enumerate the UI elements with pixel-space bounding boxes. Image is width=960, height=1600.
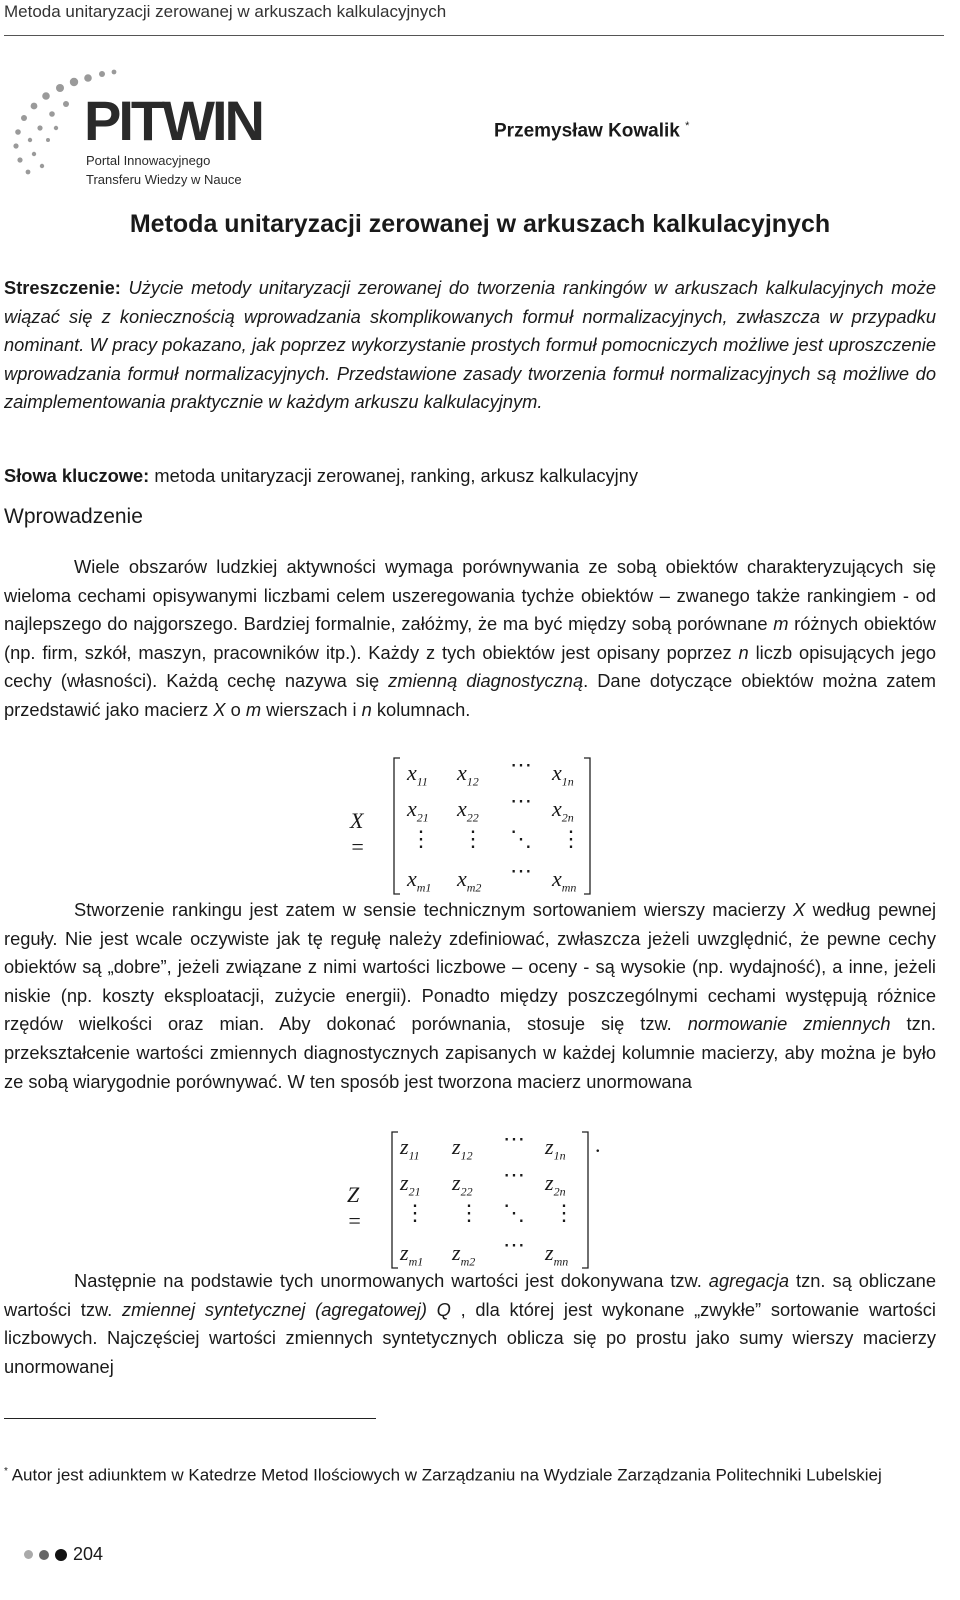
p1-var-n2: n <box>361 698 372 720</box>
cell-xm1: $x_{m1}$ <box>407 866 432 895</box>
pitwin-logo <box>4 58 262 198</box>
hdots: ⋯ <box>503 1126 525 1151</box>
abstract-text: Użycie metody unitaryzacji zerowanej do tworzenia rankingów w arkuszach kalkulacyjnych może wiązać się z koniecznością wprowadzania skomplikowanych formuł normalizacyjnych, zwłaszcza w przypadku nominant. W pracy pokazano, jak poprzez wykorzystanie prostych formuł pomocniczych możliwe jest uproszczenie wprowadzania formuł normalizacyjnych. Przedstawione zasady tworzenia formuł normalizacyjnych są możliwe do zaimplementowania praktycznie w każdym arkuszu kalkulacyjnym. <box>4 277 936 413</box>
p3-text-a: Następnie na podstawie tych unormowanych wartości jest dokonywana tzw. <box>74 1270 709 1291</box>
hdots: ⋯ <box>510 788 532 813</box>
page-number: 204 <box>73 1544 104 1564</box>
p3-text-c: , dla której jest wykonane „zwykłe” sortowanie wartości liczbowych. Najczęściej wartości zmiennych syntetycznych oblicza się po prostu jako sumy wierszy macierzy unormowanej <box>4 1298 936 1377</box>
ddots: ⋱ <box>510 826 532 851</box>
matrix-x-label: X = <box>350 808 365 859</box>
cell-z2n: $z_{2n}$ <box>545 1170 566 1199</box>
cell-x21: $x_{21}$ <box>407 796 429 825</box>
hdots: ⋯ <box>510 752 532 777</box>
cell-xmn: $x_{mn}$ <box>552 866 577 895</box>
logo-line-2: Transferu Wiedzy w Nauce <box>86 172 242 187</box>
paper-title: Metoda unitaryzacji zerowanej w arkuszach kalkulacyjnych <box>129 210 831 238</box>
p1-var-m2: m <box>245 698 262 720</box>
p1-text-a: Wiele obszarów ludzkiej aktywności wymaga porównywania ze sobą obiektów charakteryzujących się wieloma cechami opisywanymi liczbami celem uszeregowania tychże obiektów – zwanego także rankingiem - od najlepszego do najgorszego. Bardziej formalnie, załóżmy, że ma być między sobą porównane <box>4 556 936 635</box>
footnote-text: Autor jest adiunktem w Katedrze Metod Ilościowych w Zarządzaniu na Wydziale Zarządzania Politechniki Lubelskiej <box>7 1465 882 1485</box>
vdots: ⋮ <box>553 1200 575 1225</box>
author-footnote-marker: * <box>685 120 690 132</box>
p1-text-g: kolumnach. <box>371 698 471 720</box>
keywords-label: Słowa kluczowe: <box>4 465 150 486</box>
cell-x2n: $x_{2n}$ <box>552 796 574 825</box>
matrix-z-label: Z = <box>347 1182 362 1233</box>
hdots: ⋯ <box>503 1162 525 1187</box>
cell-z21: $z_{21}$ <box>400 1170 421 1199</box>
paragraph-3 <box>4 1267 936 1381</box>
p3-text-b: tzn. są obliczane wartości tzw. <box>4 1270 936 1320</box>
cell-z12: $z_{12}$ <box>452 1134 473 1163</box>
vdots: ⋮ <box>404 1200 426 1225</box>
vdots: ⋮ <box>458 1200 480 1225</box>
logo-line-1: Portal Innowacyjnego <box>86 153 211 168</box>
p2-var-x: X <box>792 899 806 920</box>
keywords-text: metoda unitaryzacji zerowanej, ranking, arkusz kalkulacyjny <box>149 465 639 486</box>
p2-text-b: według pewnej reguły. Nie jest wcale oczywiste jak tę regułę należy zdefiniować, zwłaszcza jeżeli uwzględnić, że pewne cechy obiektów są „dobre”, jeżeli związane z nimi wartości liczbowe – oceny - są wysokie (np. wydajność), a inne, jeżeli niskie (np. koszty eksploatacji, zużycie energii). Ponadto między poszczególnymi cechami występują różnice rzędów wielkości oraz mian. Aby dokonać porównania, stosuje się tzw. <box>4 899 936 1035</box>
vdots: ⋮ <box>410 826 432 851</box>
cell-zmn: $z_{mn}$ <box>545 1240 569 1269</box>
page-footer <box>24 1544 103 1565</box>
footnote-marker: * <box>4 1466 8 1477</box>
p1-text-d: . Dane dotyczące obiektów można zatem przedstawić jako macierz <box>4 670 936 720</box>
footnote <box>4 1460 936 1488</box>
dot-icon <box>39 1550 49 1560</box>
abstract <box>4 274 936 417</box>
abstract-label: Streszczenie: <box>4 277 121 298</box>
section-heading: Wprowadzenie <box>4 505 143 528</box>
running-head: Metoda unitaryzacji zerowanej w arkuszach kalkulacyjnych <box>4 2 447 21</box>
paragraph-2 <box>4 896 936 1096</box>
p1-var-m: m <box>773 613 789 635</box>
dot-icon <box>24 1550 33 1559</box>
cell-x12: $x_{12}$ <box>457 760 479 789</box>
p1-text-c: liczb opisujących jego cechy (własności). Każdą cechę nazywa się <box>4 641 936 692</box>
vdots: ⋮ <box>462 826 484 851</box>
p1-text-f: wierszach i <box>261 698 362 720</box>
p2-text-a: Stworzenie rankingu jest zatem w sensie technicznym sortowaniem wierszy macierzy <box>74 899 793 920</box>
p2-term: normowanie zmiennych <box>687 1013 891 1035</box>
cell-z22: $z_{22}$ <box>452 1170 473 1199</box>
hdots: ⋯ <box>510 858 532 883</box>
matrix-z-period: . <box>595 1132 601 1157</box>
dot-icon <box>55 1549 67 1561</box>
cell-x1n: $x_{1n}$ <box>552 760 574 789</box>
p1-var-n: n <box>738 641 749 663</box>
cell-z1n: $z_{1n}$ <box>545 1134 566 1163</box>
ddots: ⋱ <box>503 1200 525 1225</box>
author-name <box>494 120 689 142</box>
cell-zm2: $z_{m2}$ <box>452 1240 476 1269</box>
cell-z11: $z_{11}$ <box>400 1134 420 1163</box>
hdots: ⋯ <box>503 1232 525 1257</box>
keywords <box>4 462 936 491</box>
cell-x11: $x_{11}$ <box>407 760 428 789</box>
cell-xm2: $x_{m2}$ <box>457 866 482 895</box>
p1-text-b: różnych obiektów (np. firm, szkół, maszyn, pracowników itp.). Każdy z tych obiektów jest opisany poprzez <box>4 613 936 663</box>
p3-term-2: zmiennej syntetycznej (agregatowej) Q <box>121 1298 451 1320</box>
cell-zm1: $z_{m1}$ <box>400 1240 424 1269</box>
logo-wordmark: PITWIN <box>84 89 262 152</box>
p2-text-c: tzn. przekształcenie wartości zmiennych diagnostycznych zapisanych w każdej kolumnie macierzy, aby można je było ze sobą wiarygodnie porównywać. W ten sposób jest tworzona macierz unormowana <box>4 1013 936 1092</box>
cell-x22: $x_{22}$ <box>457 796 479 825</box>
p1-var-x: X <box>213 698 226 720</box>
footnote-rule <box>4 1418 376 1419</box>
p3-term-1: agregacja <box>708 1270 790 1291</box>
header-rule <box>4 35 944 36</box>
paragraph-1 <box>4 553 936 725</box>
author-name-text: Przemysław Kowalik <box>494 120 680 142</box>
vdots: ⋮ <box>560 826 582 851</box>
p1-term: zmienną diagnostyczną <box>388 670 584 692</box>
p1-text-e: o <box>225 698 246 720</box>
